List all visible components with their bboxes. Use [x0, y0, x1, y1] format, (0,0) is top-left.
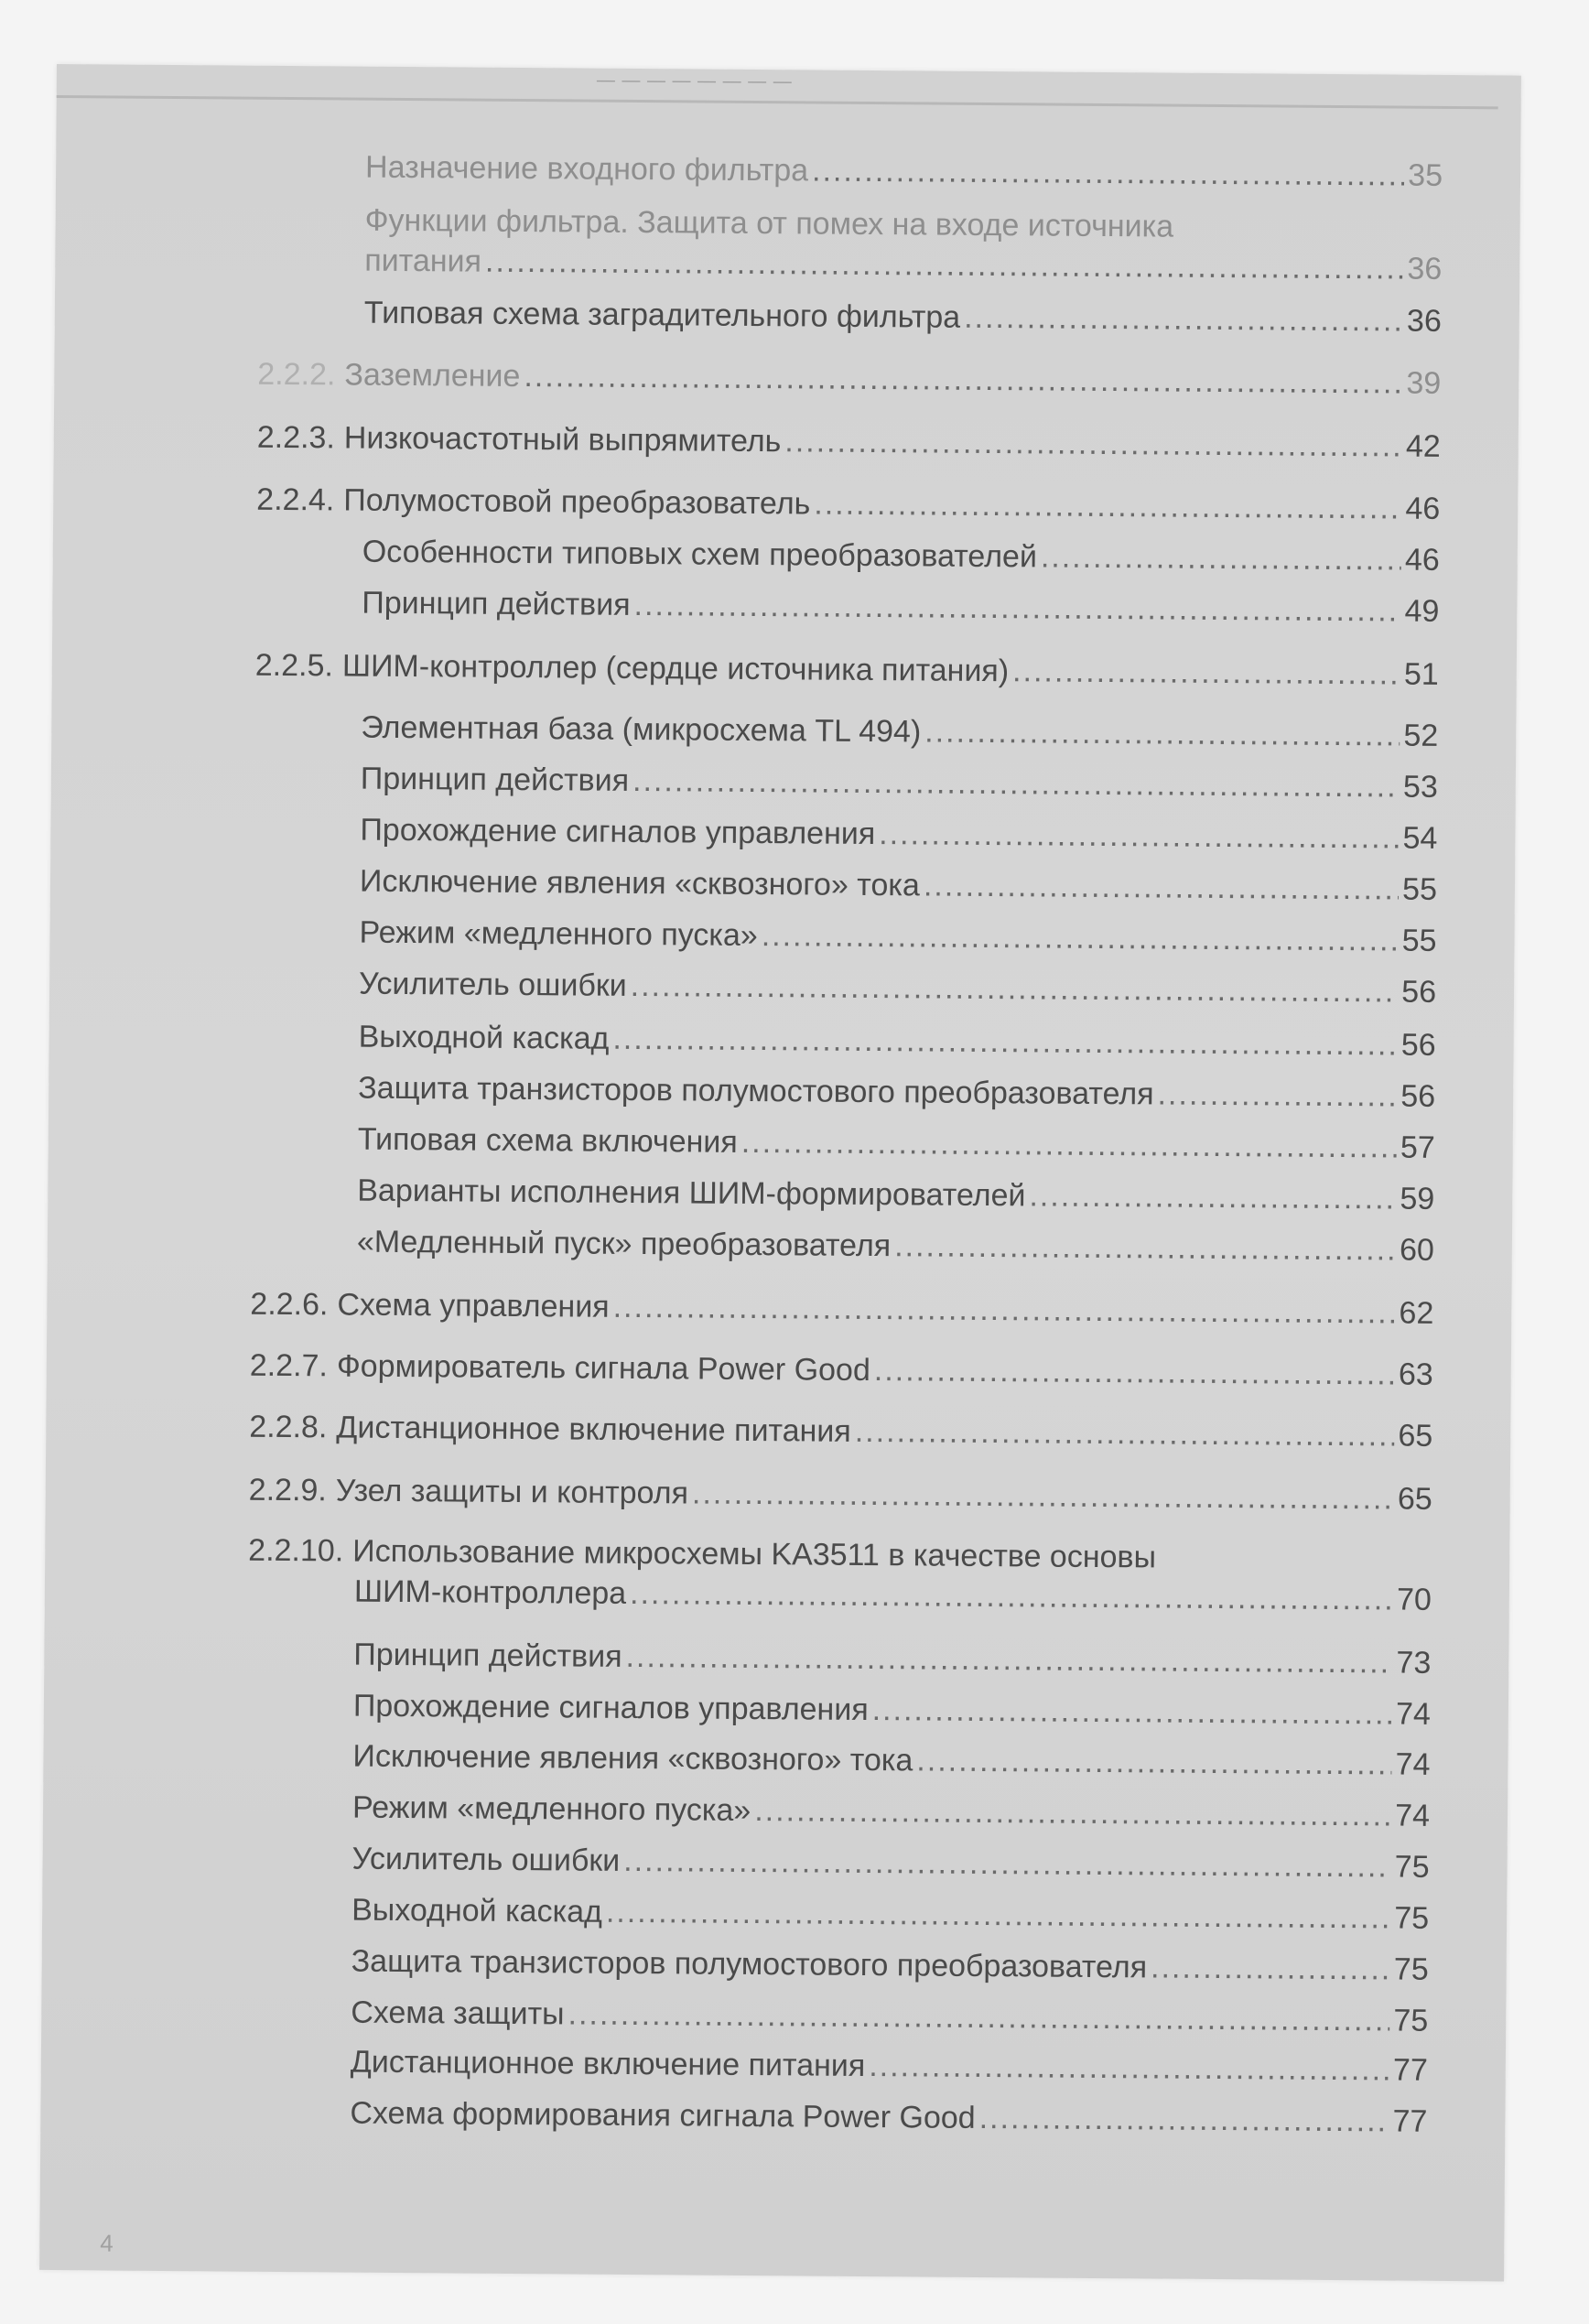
- entry-title: Дистанционное включение питания: [336, 1410, 851, 1449]
- toc-entry-line: [353, 1686, 1431, 1735]
- toc-entry-line: [361, 708, 1438, 756]
- entry-title: Использование микросхемы KA3511 в качестве основы: [352, 1533, 1157, 1575]
- entry-page-number: 46: [1405, 491, 1441, 526]
- entry-title: Назначение входного фильтра: [364, 149, 809, 189]
- entry-title: Узел защиты и контроля: [335, 1473, 689, 1511]
- entry-title: Режим «медленного пуска»: [359, 914, 758, 954]
- section-number: 2.2.2.: [257, 356, 336, 393]
- entry-page-number: 77: [1392, 2052, 1428, 2088]
- dot-leader: [630, 1573, 1393, 1620]
- entry-title: Усилитель ошибки: [358, 966, 627, 1003]
- toc-entry-line: [358, 1119, 1435, 1168]
- section-number: 2.2.8.: [249, 1409, 328, 1445]
- toc-entry: [256, 480, 1440, 529]
- entry-title: Защита транзисторов полумостового преобразователя: [351, 1943, 1148, 1985]
- toc-entry: [351, 1993, 1428, 2041]
- toc-entry-line: [365, 147, 1443, 196]
- dot-leader: [606, 1892, 1391, 1939]
- running-header: — — — — — — — —: [596, 70, 793, 92]
- toc-entry-line: [351, 1993, 1428, 2041]
- entry-page-number: 73: [1396, 1645, 1432, 1681]
- toc-entry-line: [256, 480, 1440, 529]
- entry-title: Типовая схема включения: [357, 1121, 738, 1160]
- dot-leader: [1151, 1947, 1390, 1989]
- dot-leader: [916, 1740, 1392, 1784]
- entry-title: Прохождение сигналов управления: [360, 812, 876, 852]
- toc-entry: [351, 2042, 1428, 2091]
- entry-page-number: 56: [1400, 1078, 1436, 1114]
- toc-entry-line: [353, 1635, 1431, 1683]
- toc-entry: [255, 645, 1439, 695]
- dot-leader: [979, 2098, 1389, 2142]
- toc-entry-line: [352, 1788, 1430, 1836]
- entry-title: Формирователь сигнала Power Good: [336, 1348, 870, 1389]
- entry-title: Схема формирования сигнала Power Good: [350, 2095, 976, 2135]
- toc-entry: [358, 1017, 1435, 1065]
- toc-entry: [352, 1788, 1430, 1836]
- entry-title: Защита транзисторов полумостового преобразователя: [358, 1070, 1154, 1112]
- toc-entry-line: [249, 1407, 1432, 1456]
- entry-page-number: 51: [1403, 656, 1439, 692]
- entry-page-number: 55: [1401, 923, 1437, 958]
- toc-entry-line: [358, 1017, 1435, 1065]
- header-rule: [57, 95, 1498, 109]
- entry-title: ШИМ-контроллер (сердце источника питания): [341, 648, 1010, 689]
- toc-entry-line: [362, 583, 1439, 632]
- entry-page-number: 60: [1399, 1232, 1435, 1268]
- entry-page-number: 62: [1399, 1295, 1434, 1331]
- entry-title: Исключение явления «сквозного» тока: [352, 1738, 913, 1778]
- entry-page-number: 74: [1395, 1696, 1432, 1732]
- section-number: 2.2.3.: [256, 419, 336, 456]
- dot-leader: [632, 761, 1400, 807]
- entry-title: «Медленный пуск» преобразователя: [356, 1224, 892, 1264]
- dot-leader: [874, 1350, 1395, 1394]
- entry-page-number: 74: [1395, 1798, 1431, 1833]
- toc-entry: [250, 1284, 1433, 1334]
- toc-entry: [351, 1890, 1429, 1939]
- toc-entry: [360, 861, 1437, 910]
- entry-page-number: 55: [1401, 871, 1438, 907]
- dot-leader: [625, 1637, 1392, 1683]
- entry-page-number: 56: [1401, 974, 1437, 1010]
- dot-leader: [692, 1473, 1394, 1519]
- entry-page-number: 54: [1402, 820, 1438, 856]
- entry-page-number: 74: [1395, 1746, 1431, 1782]
- section-number: 2.2.7.: [249, 1347, 329, 1384]
- entry-title: Функции фильтра. Защита от помех на входе источника: [364, 202, 1174, 244]
- dot-leader: [924, 865, 1400, 909]
- dot-leader: [1029, 1175, 1396, 1218]
- entry-page-number: 49: [1404, 593, 1440, 629]
- toc-entry-line: [358, 1068, 1435, 1117]
- entry-title: Варианты исполнения ШИМ-формирователей: [357, 1173, 1026, 1214]
- entry-page-number: 56: [1400, 1027, 1436, 1063]
- entry-title: Особенности типовых схем преобразователей: [362, 534, 1038, 575]
- entry-title: Принцип действия: [362, 585, 631, 622]
- entry-page-number: 75: [1394, 1900, 1430, 1936]
- entry-title-continued: питания: [364, 243, 482, 279]
- dot-leader: [613, 1287, 1396, 1334]
- entry-page-number: 75: [1393, 2003, 1429, 2038]
- entry-title-continued: ШИМ-контроллера: [353, 1573, 627, 1611]
- book-page: [39, 64, 1521, 2281]
- dot-leader: [894, 1226, 1396, 1270]
- toc-entry: [257, 417, 1441, 467]
- toc-entry-line: [249, 1470, 1432, 1519]
- toc-entry: [358, 1068, 1435, 1117]
- dot-leader: [623, 1841, 1391, 1887]
- entry-title: Схема управления: [337, 1287, 610, 1324]
- toc-entry: [249, 1470, 1432, 1519]
- dot-leader: [1012, 651, 1400, 694]
- dot-leader: [485, 242, 1404, 289]
- toc-entry: [351, 1839, 1429, 1887]
- section-number: 2.2.5.: [254, 647, 334, 684]
- section-number: 2.2.6.: [250, 1286, 329, 1323]
- entry-title: Схема защиты: [351, 1994, 565, 2032]
- entry-title: Усилитель ошибки: [351, 1841, 621, 1878]
- entry-title: Заземление: [344, 357, 521, 394]
- toc-entry-line: [357, 1171, 1434, 1219]
- entry-page-number: 70: [1396, 1582, 1432, 1617]
- entry-title: Выходной каскад: [358, 1019, 610, 1056]
- toc-entry: [357, 1222, 1434, 1270]
- toc-entry-line: [361, 759, 1438, 807]
- entry-page-number: 36: [1406, 303, 1442, 339]
- toc-entry-line: [255, 645, 1439, 695]
- toc-entry-line: [362, 532, 1440, 580]
- entry-title: Типовая схема заградительного фильтра: [363, 295, 961, 335]
- dot-leader: [869, 2046, 1389, 2090]
- toc-entry: [360, 810, 1437, 859]
- toc-entry-line: [354, 1572, 1432, 1620]
- entry-page-number: 42: [1405, 428, 1441, 464]
- entry-title: Режим «медленного пуска»: [351, 1789, 751, 1829]
- toc-entry: [352, 1736, 1430, 1785]
- entry-title: Низкочастотный выпрямитель: [343, 420, 782, 459]
- dot-leader: [741, 1122, 1397, 1168]
- entry-page-number: 36: [1407, 251, 1443, 286]
- dot-leader: [812, 150, 1404, 195]
- entry-page-number: 46: [1404, 542, 1440, 578]
- toc-entry: [351, 1941, 1429, 1990]
- dot-leader: [855, 1411, 1395, 1456]
- toc-entry-line: [257, 354, 1441, 404]
- toc-entry: [362, 583, 1439, 632]
- toc-entry: [248, 1530, 1432, 1620]
- toc-entry: [353, 1635, 1431, 1683]
- dot-leader: [754, 1790, 1391, 1835]
- toc-entry: [350, 2093, 1427, 2142]
- toc-entry: [362, 532, 1440, 580]
- toc-entry: [358, 1119, 1435, 1168]
- entry-title: Принцип действия: [353, 1637, 622, 1674]
- toc-entry-line: [360, 861, 1437, 910]
- entry-title: Элементная база (микросхема TL 494): [361, 709, 922, 750]
- toc-entry-line: [359, 913, 1436, 961]
- entry-page-number: 75: [1394, 1849, 1430, 1885]
- dot-leader: [612, 1019, 1398, 1065]
- toc-entry-line: [360, 810, 1437, 859]
- toc-entry-line: [364, 241, 1442, 289]
- dot-leader: [1157, 1074, 1397, 1116]
- entry-page-number: 75: [1393, 1951, 1429, 1987]
- dot-leader: [568, 1994, 1389, 2040]
- toc-entry: [361, 759, 1438, 807]
- dot-leader: [1041, 536, 1401, 579]
- toc-entry-line: [357, 1222, 1434, 1270]
- toc-entry-line: [351, 1941, 1429, 1990]
- section-number: 2.2.9.: [248, 1472, 327, 1508]
- toc-entry-line: [250, 1346, 1433, 1395]
- toc-entry: [364, 200, 1443, 289]
- entry-page-number: 59: [1400, 1181, 1435, 1216]
- dot-leader: [524, 356, 1402, 404]
- toc-entry-line: [352, 1736, 1430, 1785]
- entry-title: Прохождение сигналов управления: [352, 1688, 869, 1728]
- page-number: 4: [100, 2229, 114, 2257]
- toc-entry-line: [351, 1890, 1429, 1939]
- toc-entry: [365, 147, 1443, 196]
- entry-title: Принцип действия: [360, 761, 630, 798]
- dot-leader: [964, 297, 1403, 341]
- entry-page-number: 65: [1398, 1418, 1433, 1454]
- toc-entry-line: [359, 964, 1436, 1012]
- entry-page-number: 35: [1408, 157, 1443, 193]
- toc-entry: [359, 964, 1436, 1012]
- dot-leader: [762, 915, 1399, 960]
- dot-leader: [924, 711, 1400, 755]
- section-number: 2.2.10.: [248, 1532, 344, 1569]
- toc-entry-line: [364, 293, 1442, 341]
- toc-entry: [249, 1407, 1432, 1456]
- entry-page-number: 39: [1406, 365, 1442, 401]
- dot-leader: [814, 484, 1401, 529]
- entry-page-number: 77: [1392, 2103, 1428, 2139]
- entry-title: Полумостовой преобразователь: [343, 482, 811, 522]
- entry-page-number: 57: [1400, 1130, 1435, 1165]
- entry-page-number: 53: [1402, 769, 1438, 805]
- toc-entry-line: [250, 1284, 1433, 1334]
- toc-entry: [361, 708, 1438, 756]
- toc-entry: [353, 1686, 1431, 1735]
- entry-title: Исключение явления «сквозного» тока: [359, 863, 921, 903]
- entry-title: Дистанционное включение питания: [350, 2044, 866, 2084]
- section-number: 2.2.4.: [256, 481, 335, 518]
- dot-leader: [784, 421, 1402, 466]
- toc-entry: [257, 354, 1441, 404]
- toc-entry-line: [257, 417, 1441, 467]
- toc-entry: [359, 913, 1436, 961]
- dot-leader: [631, 966, 1399, 1012]
- toc-entry: [357, 1171, 1434, 1219]
- toc-entry-line: [351, 1839, 1429, 1887]
- toc-entry: [250, 1346, 1433, 1395]
- entry-title: Выходной каскад: [351, 1892, 603, 1929]
- toc-entry-line: [350, 2093, 1427, 2142]
- entry-page-number: 63: [1398, 1357, 1433, 1392]
- toc-entry-line: [351, 2042, 1428, 2091]
- entry-page-number: 52: [1403, 718, 1439, 753]
- toc-entry: [364, 293, 1442, 341]
- dot-leader: [879, 814, 1400, 858]
- dot-leader: [633, 585, 1400, 632]
- dot-leader: [872, 1690, 1393, 1734]
- entry-page-number: 65: [1397, 1481, 1432, 1517]
